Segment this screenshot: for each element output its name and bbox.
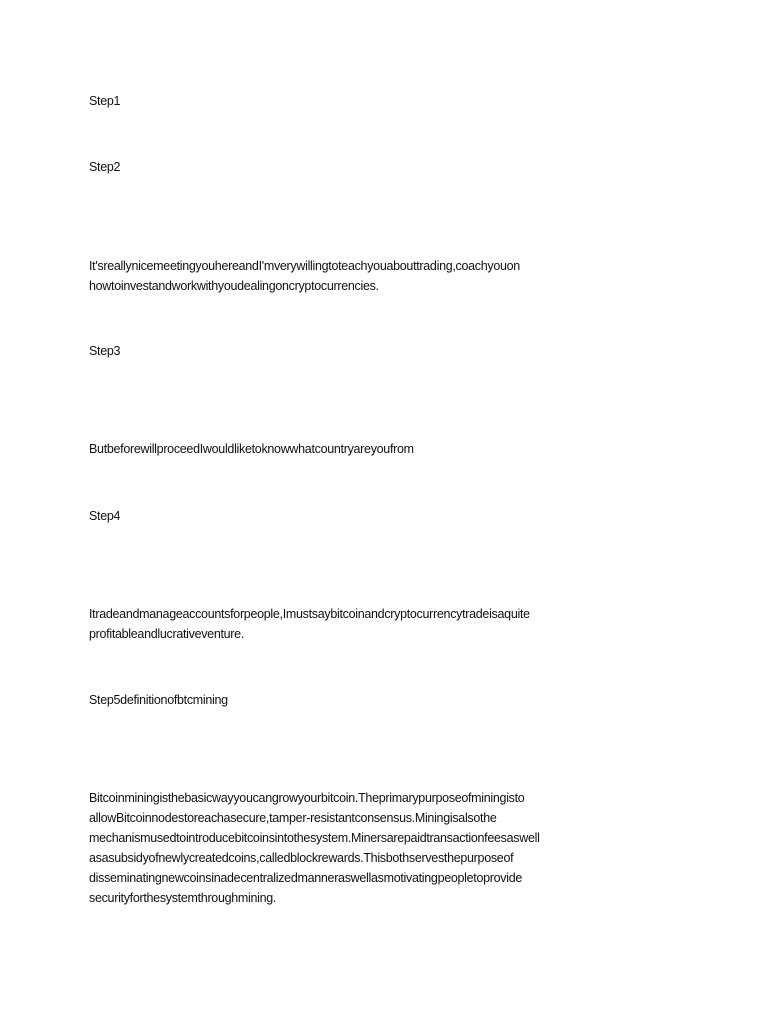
step3-paragraph [89, 439, 589, 459]
step3-heading: Step3 [89, 344, 121, 358]
step4-paragraph [89, 604, 589, 644]
step4-heading: Step4 [89, 509, 121, 523]
paragraph-line: ButbeforewillproceedIwouldliketoknowwhatcountryareyoufrom [89, 442, 414, 456]
paragraph-line: allowBitcoinnodestoreachasecure,tamper-resistantconsensus.Miningisalsothe [89, 811, 497, 825]
step2-heading: Step2 [89, 160, 121, 174]
paragraph-line: asasubsidyofnewlycreatedcoins,calledblockrewards.Thisbothservesthepurposeof [89, 851, 514, 865]
paragraph-line: howtoinvestandworkwithyoudealingoncryptocurrencies. [89, 279, 379, 293]
paragraph-line: Itradeandmanageaccountsforpeople,Imustsaybitcoinandcryptocurrencytradeisaquite [89, 607, 530, 621]
paragraph-line: It'sreallynicemeetingyouhereandI'mverywillingtoteachyouabouttrading,coachyouon [89, 259, 520, 273]
step5-heading: Step5definitionofbtcmining [89, 693, 228, 707]
paragraph-line: disseminatingnewcoinsinadecentralizedmanneraswellasmotivatingpeopletoprovide [89, 871, 523, 885]
step2-paragraph [89, 256, 589, 296]
paragraph-line: Bitcoinminingisthebasicwayyoucangrowyourbitcoin.Theprimarypurposeofminingisto [89, 791, 525, 805]
paragraph-line: securityforthesystemthroughmining. [89, 891, 277, 905]
paragraph-line: mechanismusedtointroducebitcoinsintothesystem.Minersarepaidtransactionfeesaswell [89, 831, 540, 845]
paragraph-line: profitableandlucrativeventure. [89, 627, 244, 641]
step5-paragraph [89, 788, 589, 908]
step1-heading: Step1 [89, 94, 121, 108]
